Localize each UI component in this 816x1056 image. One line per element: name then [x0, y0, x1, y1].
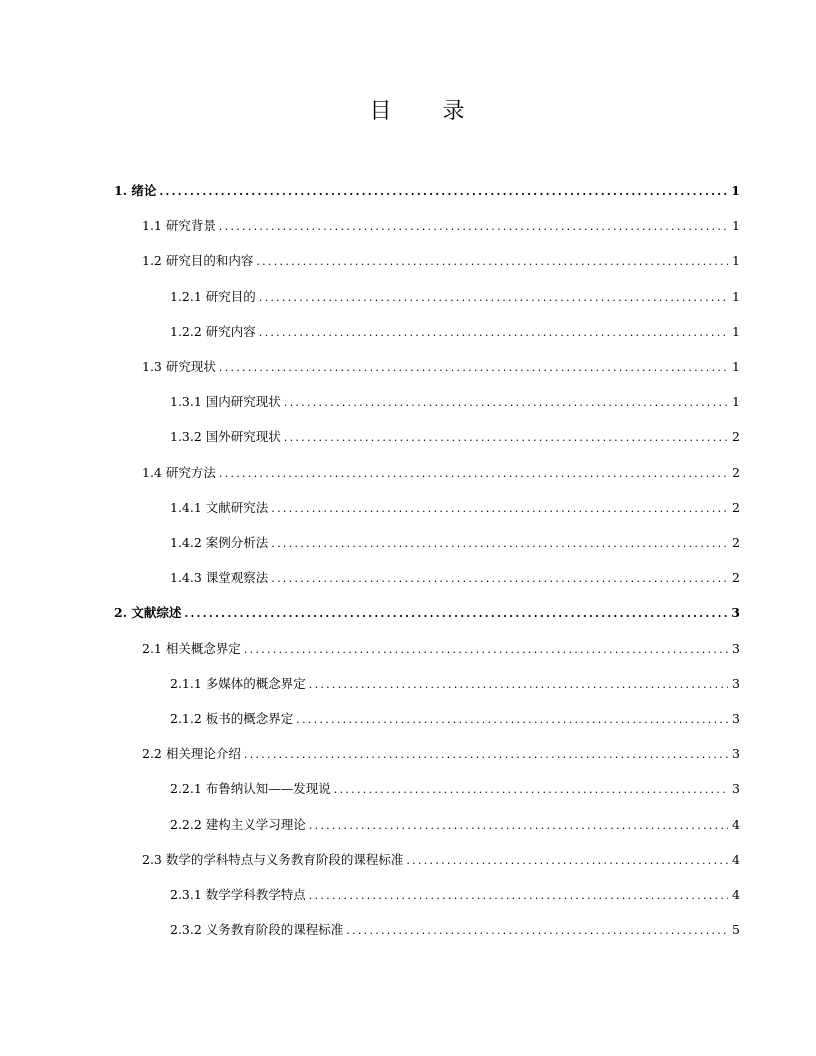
toc-leader-dots [244, 745, 728, 765]
toc-entry-label: 2.2.1 布鲁纳认知——发现说 [170, 781, 331, 797]
toc-entry[interactable] [170, 498, 740, 518]
toc-entry-page-number: 3 [732, 675, 740, 691]
toc-entry[interactable] [142, 251, 740, 271]
toc-entry-label: 2.1.2 板书的概念界定 [170, 711, 294, 726]
toc-leader-dots [159, 182, 727, 202]
toc-entry-label: 1.3.2 国外研究现状 [170, 429, 281, 445]
toc-entry[interactable] [142, 357, 740, 377]
toc-entry-label: 1.2.2 研究内容 [170, 323, 256, 339]
toc-entry-page-number: 4 [732, 816, 740, 832]
toc-entry-page-number: 3 [732, 746, 740, 762]
toc-entry[interactable] [142, 463, 740, 483]
toc-entry-page-number: 2 [732, 429, 740, 445]
toc-leader-dots [271, 499, 728, 519]
toc-leader-dots [259, 323, 728, 343]
toc-entry-label: 2.2.2 建构主义学习理论 [170, 816, 306, 832]
toc-leader-dots [346, 921, 728, 941]
toc-entry-page-number: 3 [732, 781, 740, 797]
toc-leader-dots [284, 393, 728, 413]
toc-entry-label: 1.4.1 文献研究法 [170, 499, 269, 515]
page-title: 目 录 [369, 99, 487, 124]
toc-leader-dots [309, 816, 728, 836]
toc-entry[interactable] [170, 568, 740, 588]
toc-entry-page-number: 3 [732, 640, 740, 656]
toc-entry[interactable] [170, 674, 740, 694]
toc-entry[interactable] [170, 533, 740, 553]
toc-leader-dots [309, 675, 728, 695]
toc-entry[interactable] [170, 427, 740, 447]
toc-leader-dots [334, 780, 728, 800]
toc-entry-label: 1.2 研究目的和内容 [142, 253, 254, 269]
toc-entry-page-number: 1 [732, 394, 740, 410]
toc-entry[interactable] [170, 287, 740, 307]
toc-entry[interactable] [170, 815, 740, 835]
toc-entry-page-number: 2 [732, 570, 740, 586]
toc-entry[interactable] [142, 639, 740, 659]
toc-leader-dots [256, 252, 728, 272]
toc-entry-page-number: 2 [732, 464, 740, 480]
toc-leader-dots [219, 358, 728, 378]
toc-entry-page-number: 1 [732, 253, 740, 269]
toc-entry-page-number: 1 [732, 323, 740, 339]
toc-entry-label: 2.3.2 义务教育阶段的课程标准 [170, 922, 344, 938]
toc-entry[interactable] [114, 603, 740, 623]
toc-entry[interactable] [142, 216, 740, 236]
toc-entry-page-number: 3 [731, 605, 740, 621]
toc-entry-label: 2.1.1 多媒体的概念界定 [170, 675, 306, 691]
toc-leader-dots [244, 640, 728, 660]
toc-leader-dots [406, 851, 728, 871]
toc-entry-label: 1.4.2 案例分析法 [170, 535, 269, 550]
toc-leader-dots [271, 569, 728, 589]
toc-entry-label: 2.3 数学的学科特点与义务教育阶段的课程标准 [142, 851, 404, 867]
toc-entry-page-number: 4 [732, 887, 740, 902]
toc-entry-page-number: 1 [732, 288, 740, 304]
toc-entry-label: 1.1 研究背景 [142, 218, 216, 234]
toc-entry[interactable] [170, 779, 740, 799]
toc-entry-label: 1. 绪论 [114, 183, 157, 198]
toc-entry[interactable] [170, 920, 740, 940]
toc-entry-label: 1.4.3 课堂观察法 [170, 570, 269, 586]
toc-leader-dots [271, 534, 728, 554]
toc-entry[interactable] [114, 181, 740, 201]
toc-entry[interactable] [170, 322, 740, 342]
toc-entry-page-number: 1 [731, 183, 740, 198]
toc-leader-dots [219, 217, 728, 237]
toc-entry-label: 2. 文献综述 [114, 605, 182, 621]
toc-entry-page-number: 2 [732, 499, 740, 515]
toc-leader-dots [296, 710, 728, 730]
toc-entry[interactable] [170, 709, 740, 729]
toc-entry-label: 1.3.1 国内研究现状 [170, 394, 281, 410]
toc-entry[interactable] [170, 392, 740, 412]
toc-entry-label: 1.3 研究现状 [142, 359, 216, 374]
toc-entry-label: 2.1 相关概念界定 [142, 640, 241, 656]
toc-entry-page-number: 3 [732, 711, 740, 726]
toc-leader-dots [259, 288, 728, 308]
toc-entry[interactable] [142, 850, 740, 870]
toc-entry-label: 1.2.1 研究目的 [170, 288, 256, 304]
toc-entry-page-number: 5 [732, 922, 740, 938]
toc-entry-page-number: 1 [732, 359, 740, 374]
toc-leader-dots [184, 604, 727, 624]
toc-entry-label: 2.2 相关理论介绍 [142, 746, 241, 762]
toc-entry-label: 1.4 研究方法 [142, 464, 216, 480]
toc-entry-page-number: 4 [732, 851, 740, 867]
toc-leader-dots [219, 464, 728, 484]
toc-entry-label: 2.3.1 数学学科教学特点 [170, 887, 306, 902]
toc-leader-dots [309, 886, 728, 906]
toc-entry[interactable] [142, 744, 740, 764]
toc-entry-page-number: 1 [732, 218, 740, 234]
toc-entry-page-number: 2 [732, 535, 740, 550]
toc-entry[interactable] [170, 885, 740, 905]
toc-leader-dots [284, 428, 728, 448]
